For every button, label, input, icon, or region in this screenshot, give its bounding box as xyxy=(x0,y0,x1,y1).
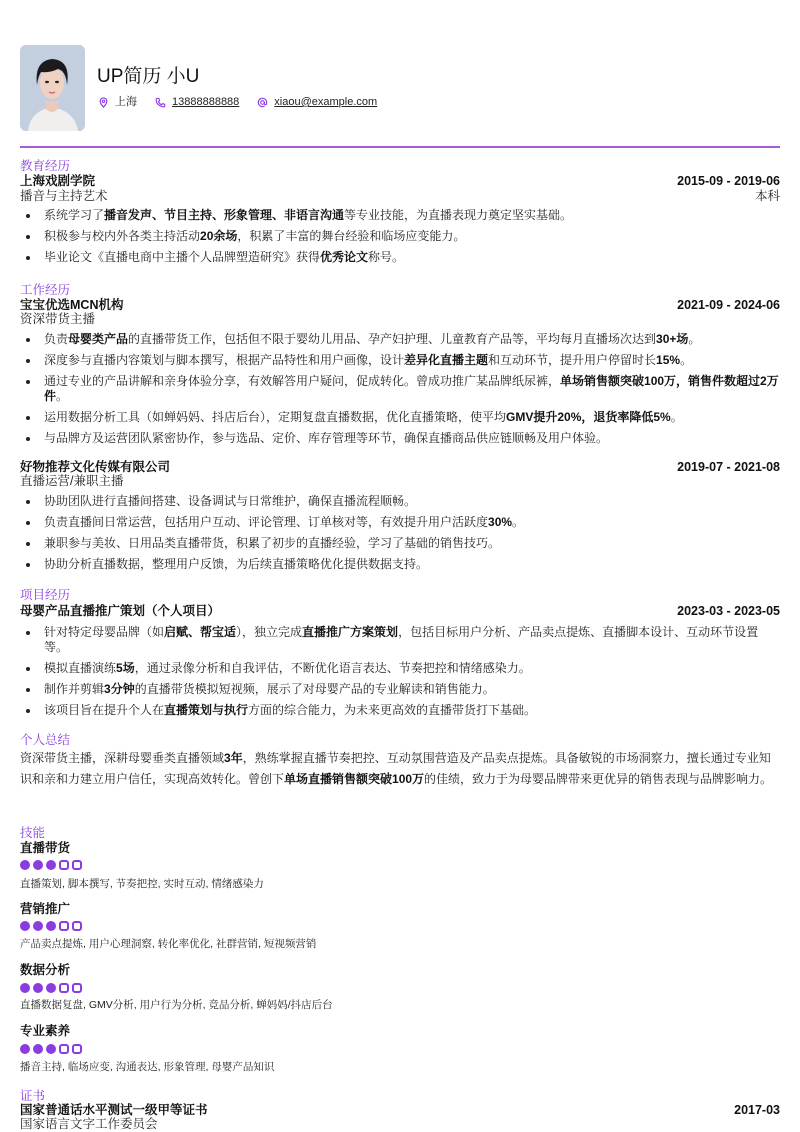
bullet-item: 模拟直播演练5场，通过录像分析和自我评估，不断优化语言表达、节奏把控和情绪感染力。 xyxy=(20,661,780,676)
job-bullets xyxy=(20,332,780,452)
skill-name: 数据分析 xyxy=(20,963,71,977)
emphasis-text: 5场 xyxy=(116,661,135,675)
bullet-item: 制作并剪辑3分钟的直播带货模拟短视频，展示了对母婴产品的专业解读和销售能力。 xyxy=(20,682,780,697)
emphasis-text: 3年 xyxy=(224,751,243,765)
skill-name: 营销推广 xyxy=(20,902,71,916)
level-dot-empty xyxy=(72,1044,82,1054)
candidate-name: UP简历 小U xyxy=(97,66,200,87)
bullet-item: 毕业论文《直播电商中主播个人品牌塑造研究》获得优秀论文称号。 xyxy=(20,250,780,265)
level-dot-empty xyxy=(59,1044,69,1054)
section-title-certificates: 证书 xyxy=(20,1089,46,1103)
job-date: 2019-07 - 2021-08 xyxy=(677,460,780,474)
bullet-item: 通过专业的产品讲解和亲身体验分享，有效解答用户疑问，促成转化。曾成功推广某品牌纸尿裤，单场销售额突破100万，销售件数超过2万件。 xyxy=(20,374,780,404)
header-divider xyxy=(20,146,780,148)
emphasis-text: 直播策划与执行 xyxy=(164,703,249,717)
bullet-item: 负责母婴类产品的直播带货工作，包括但不限于婴幼儿用品、孕产妇护理、儿童教育产品等，平均每月直播场次达到30+场。 xyxy=(20,332,780,347)
job-role: 资深带货主播 xyxy=(20,312,96,326)
level-dot-filled xyxy=(46,1044,56,1054)
bullet-item: 兼职参与美妆、日用品类直播带货，积累了初步的直播经验，学习了基础的销售技巧。 xyxy=(20,536,780,551)
level-dot-empty xyxy=(59,983,69,993)
level-dot-empty xyxy=(59,860,69,870)
job-date: 2021-09 - 2024-06 xyxy=(677,298,780,312)
emphasis-text: 30% xyxy=(488,515,513,529)
education-date: 2015-09 - 2019-06 xyxy=(677,174,780,188)
project-bullets xyxy=(20,625,780,724)
certificate-issuer: 国家语言文字工作委员会 xyxy=(20,1117,158,1131)
job-role: 直播运营/兼职主播 xyxy=(20,474,124,488)
skill-tags: 播音主持, 临场应变, 沟通表达, 形象管理, 母婴产品知识 xyxy=(20,1061,275,1073)
emphasis-text: 15% xyxy=(656,353,681,367)
project-date: 2023-03 - 2023-05 xyxy=(677,604,780,618)
bullet-item: 深度参与直播内容策划与脚本撰写，根据产品特性和用户画像，设计差异化直播主题和互动环节，提升用户停留时长15%。 xyxy=(20,353,780,368)
skill-name: 专业素养 xyxy=(20,1024,71,1038)
level-dot-filled xyxy=(33,921,43,931)
section-title-education: 教育经历 xyxy=(20,159,71,173)
emphasis-text: 单场直播销售额突破100万 xyxy=(284,772,425,786)
level-dot-empty xyxy=(72,983,82,993)
bullet-item: 运用数据分析工具（如蝉妈妈、抖店后台），定期复盘直播数据，优化直播策略，使平均GMV提升20%，退货率降低5%。 xyxy=(20,410,780,425)
company-name: 好物推荐文化传媒有限公司 xyxy=(20,460,171,474)
emphasis-text: GMV提升20%，退货率降低5% xyxy=(506,410,671,424)
skill-tags: 直播策划, 脚本撰写, 节奏把控, 实时互动, 情绪感染力 xyxy=(20,878,264,890)
level-dot-filled xyxy=(46,860,56,870)
emphasis-text: 直播推广方案策划 xyxy=(302,625,399,639)
skill-name: 直播带货 xyxy=(20,841,71,855)
level-dot-filled xyxy=(33,983,43,993)
section-title-project: 项目经历 xyxy=(20,588,71,602)
level-dot-filled xyxy=(20,1044,30,1054)
education-bullets xyxy=(20,208,780,271)
major-name: 播音与主持艺术 xyxy=(20,189,108,203)
bullet-item: 积极参与校内外各类主持活动20余场，积累了丰富的舞台经验和临场应变能力。 xyxy=(20,229,780,244)
avatar xyxy=(20,45,85,131)
phone-icon xyxy=(155,97,166,108)
location-text: 上海 xyxy=(115,96,137,108)
skill-tags: 产品卖点提炼, 用户心理洞察, 转化率优化, 社群营销, 短视频营销 xyxy=(20,938,317,950)
emphasis-text: 3分钟 xyxy=(104,682,135,696)
section-title-work: 工作经历 xyxy=(20,283,71,297)
contact-info xyxy=(98,95,377,109)
certificate-name: 国家普通话水平测试一级甲等证书 xyxy=(20,1103,208,1117)
resume-header xyxy=(20,45,780,135)
skill-level-dots xyxy=(20,983,82,993)
section-title-summary: 个人总结 xyxy=(20,733,71,747)
emphasis-text: 20余场 xyxy=(200,229,238,243)
section-title-skills: 技能 xyxy=(20,826,46,840)
project-name: 母婴产品直播推广策划（个人项目） xyxy=(20,604,221,618)
certificate-date: 2017-03 xyxy=(734,1103,780,1117)
emphasis-text: 启赋、帮宝适 xyxy=(164,625,237,639)
skill-tags: 直播数据复盘, GMV分析, 用户行为分析, 竞品分析, 蝉妈妈/抖店后台 xyxy=(20,999,333,1011)
level-dot-empty xyxy=(72,921,82,931)
level-dot-filled xyxy=(33,860,43,870)
at-sign-icon xyxy=(257,97,268,108)
phone-link[interactable]: 13888888888 xyxy=(172,96,240,108)
skill-level-dots xyxy=(20,860,82,870)
level-dot-filled xyxy=(20,983,30,993)
emphasis-text: 差异化直播主题 xyxy=(404,353,489,367)
company-name: 宝宝优选MCN机构 xyxy=(20,298,124,312)
skill-level-dots xyxy=(20,1044,82,1054)
emphasis-text: 播音发声、节目主持、形象管理、非语言沟通 xyxy=(104,208,345,222)
map-pin-icon xyxy=(98,97,109,108)
level-dot-filled xyxy=(20,860,30,870)
job-bullets xyxy=(20,494,780,578)
emphasis-text: 优秀论文 xyxy=(320,250,369,264)
skill-level-dots xyxy=(20,921,82,931)
bullet-item: 协助分析直播数据，整理用户反馈，为后续直播策略优化提供数据支持。 xyxy=(20,557,780,572)
level-dot-empty xyxy=(72,860,82,870)
bullet-item: 该项目旨在提升个人在直播策划与执行方面的综合能力，为未来更高效的直播带货打下基础。 xyxy=(20,703,780,718)
level-dot-filled xyxy=(20,921,30,931)
summary-text: 资深带货主播，深耕母婴垂类直播领域3年，熟练掌握直播节奏把控、互动氛围营造及产品卖点提炼。具备敏锐的市场洞察力，擅长通过专业知识和亲和力建立用户信任，实现高效转化。曾创下单场直播销售额突破100万的佳绩，致力于为母婴品牌带来更优异的销售表现与品牌影响力。 xyxy=(20,751,773,786)
email-link[interactable]: xiaou@example.com xyxy=(274,96,378,108)
emphasis-text: 30+场 xyxy=(656,332,689,346)
bullet-item: 针对特定母婴品牌（如启赋、帮宝适），独立完成直播推广方案策划，包括目标用户分析、产品卖点提炼、直播脚本设计、互动环节设置等。 xyxy=(20,625,780,655)
bullet-item: 与品牌方及运营团队紧密协作，参与选品、定价、库存管理等环节，确保直播商品供应链顺畅及用户体验。 xyxy=(20,431,780,446)
degree: 本科 xyxy=(754,189,780,203)
emphasis-text: 单场销售额突破100万，销售件数超过2万件 xyxy=(44,374,779,403)
school-name: 上海戏剧学院 xyxy=(20,174,96,188)
bullet-item: 协助团队进行直播间搭建、设备调试与日常维护，确保直播流程顺畅。 xyxy=(20,494,780,509)
emphasis-text: 母婴类产品 xyxy=(68,332,129,346)
level-dot-filled xyxy=(46,983,56,993)
bullet-item: 负责直播间日常运营，包括用户互动、评论管理、订单核对等，有效提升用户活跃度30%。 xyxy=(20,515,780,530)
level-dot-filled xyxy=(46,921,56,931)
level-dot-filled xyxy=(33,1044,43,1054)
bullet-item: 系统学习了播音发声、节目主持、形象管理、非语言沟通等专业技能，为直播表现力奠定坚实基础。 xyxy=(20,208,780,223)
level-dot-empty xyxy=(59,921,69,931)
